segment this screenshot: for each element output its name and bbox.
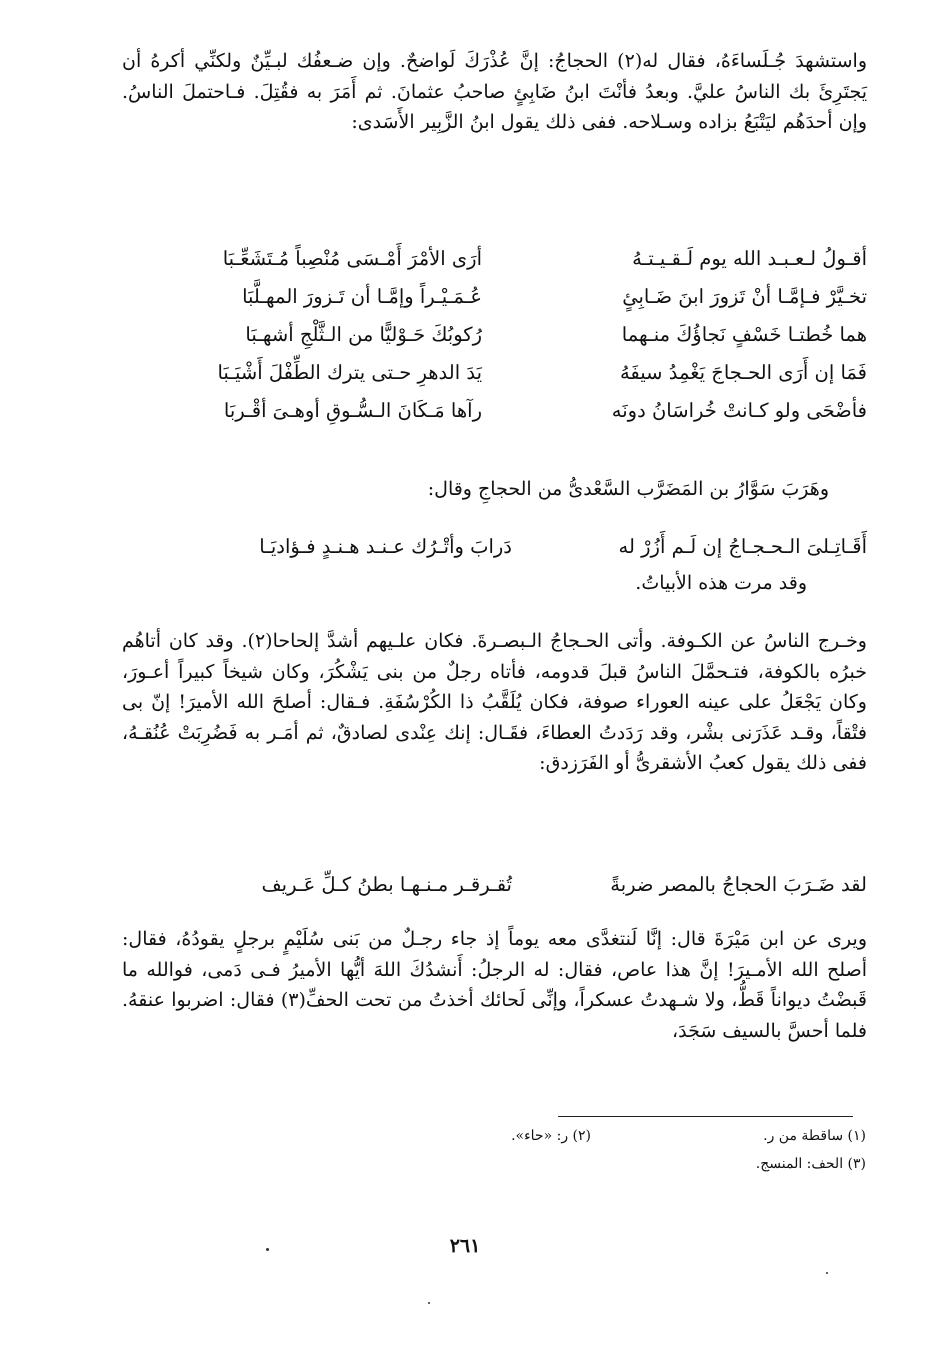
paragraph-1-text: واستشهدَ جُـلَساءَهُ، فقال له(٢) الحجاجُ: إنَّ عُذْرَكَ لَواضحٌ. وإن ضـعفُك لبـيِّنٌ ولكنِّي أكرهُ أن يَجتَرِئَ بك الناسُ عليَّ. وبعدُ فأنْتَ ابنُ ضَابِئٍ صاحبُ عثمانَ. ثم أَمَرَ به فقُتِلَ. فـاحتملَ الناسُ. وإن أحدَهُم ليَتْبَعُ بزاده وسـلاحه. ففى ذلك يقول ابنُ الزَّبِير الأَسَدى: xyxy=(122,50,868,133)
poem-2-line-1 xyxy=(122,528,867,566)
hemistich-first: فأضْحَى ولو كـانتْ خُراسَانُ دونَه xyxy=(611,399,867,422)
poem-3 xyxy=(122,866,867,904)
poem-3-line-1 xyxy=(122,866,867,904)
poem-1-line-5 xyxy=(122,392,867,430)
ink-speck xyxy=(826,1272,828,1274)
poem-1-line-3 xyxy=(122,316,867,354)
footnote-divider xyxy=(558,1116,853,1117)
poem-2 xyxy=(122,528,867,566)
hemistich-second: رُكوبُكَ حَـوْليًّا من الـثَّلْجِ أشهـبَا xyxy=(245,323,482,346)
paragraph-3-text: وخـرج الناسُ عن الكـوفة. وأتى الحـجاجُ الـبصـرةَ. فكان علـيهم أشدَّ إلحاحا(٢). وقد كان أتاهُم خبرُه بالكوفة، فتـحمَّلَ الناسُ قبلَ قدومه، فأتاه رجلٌ من بنى يَشْكُرَ، وكان شيخاً كبيراً أعـورَ، وكان يَجْعَلُ على عينه العوراء صوفة، فكان يُلَقَّبُ ذا الكُرْسُفَةِ. فـقال: أصلحَ الله الأميرَ! إنّ بى فتْقاً، وقـد عَذَرَنى بشْر، وقد رَدَدتُ العطاءَ، فقَـال: إنك عِنْدى لصادقٌ، ثم أمَـر به فَضُرِبَتْ عُنُقـهُ، ففى ذلك يقول كعبُ الأشقرىُّ أو الفَرَزدق: xyxy=(122,630,867,774)
footnote-2: (٢) ر: «حاء». xyxy=(511,1128,591,1144)
paragraph-3 xyxy=(122,626,867,779)
hemistich-second: دَرابَ وأتْـرُك عـنـد هـنـدٍ فـؤاديَـا xyxy=(259,535,512,558)
paragraph-4-text: ويرى عن ابن مَيْرَةَ قال: إنَّا لَنتغدَّى معه يوماً إذ جاء رجـلٌ من بَنى سُلَيْمٍ برجلٍ يقودُهُ، فقال: أصلح الله الأمـيرَ! إنَّ هذا عاص، فقال: له الرجلُ: أَنشدُكَ اللهَ أيُّها الأميرُ فـى دَمى، فوالله ما قَبضْتُ ديواناً قَطُّ، ولا شـهدتُ عسكراً، وإنِّى لَحائك أخذتُ من تحت الحفِّ(٣) فقال: اضربوا عنقهُ. فلما أحسَّ بالسيف سَجَدَ، xyxy=(122,928,867,1042)
paragraph-1 xyxy=(122,46,867,138)
hemistich-first: أَقَـاتِـلىَ الـحـجـاجُ إن لَـم أَزُرْ له xyxy=(618,535,867,558)
footnote-3: (٣) الحف: المنسج. xyxy=(755,1156,866,1172)
hemistich-second: تُقـرقـر مـنـهـا بطنُ كـلِّ عَـريف xyxy=(261,873,512,896)
hemistich-first: فَمَا إن أَرَى الحـجاجَ يَغْمِدُ سيفَهُ xyxy=(619,361,867,384)
paragraph-2-text: وهَرَبَ سَوَّارُ بن المَضَرَّب السَّعْدىُّ من الحجاجِ وقال: xyxy=(427,478,829,500)
footnote-1: (١) ساقطة من ر. xyxy=(763,1128,866,1144)
note-text: وقد مرت هذه الأبياتُ. xyxy=(635,572,807,594)
hemistich-first: لقد ضَـرَبَ الحجاجُ بالمصر ضربةً xyxy=(610,873,867,896)
hemistich-second: أرَى الأمْرَ أَمْـسَى مُنْصِباً مُـتَشَعِّـبَا xyxy=(222,247,482,270)
ink-speck xyxy=(428,1302,430,1304)
paragraph-4 xyxy=(122,924,867,1046)
paragraph-2 xyxy=(122,474,867,505)
page-number: ٢٦١ xyxy=(449,1235,481,1257)
hemistich-first: تخـيَّرْ فـإمَّـا أنْ تَزورَ ابنَ ضَـابِئٍ xyxy=(622,285,867,308)
hemistich-first: هما خُطتـا خَسْفٍ نَجاؤُكَ منـهما xyxy=(621,323,867,346)
hemistich-second: عُـمَـيْـراً وإمَّـا أن تَـزورَ المهـلَّبَا xyxy=(242,285,482,308)
hemistich-first: أقـولُ لـعـبـد الله يوم لَـقـيـتـهُ xyxy=(632,247,867,270)
poem-1-line-4 xyxy=(122,354,867,392)
poem-1-line-1 xyxy=(122,240,867,278)
hemistich-second: يَدَ الدهرِ حـتى يترك الطِّفْلَ أَشْيَـبَا xyxy=(217,361,482,384)
poem-1 xyxy=(122,240,867,430)
note-verses-repeated xyxy=(122,568,867,599)
ink-speck xyxy=(266,1248,269,1251)
hemistich-second: رآها مَـكَانَ الـسُّـوقِ أوهـىَ أقْـربَا xyxy=(223,399,482,422)
poem-1-line-2 xyxy=(122,278,867,316)
